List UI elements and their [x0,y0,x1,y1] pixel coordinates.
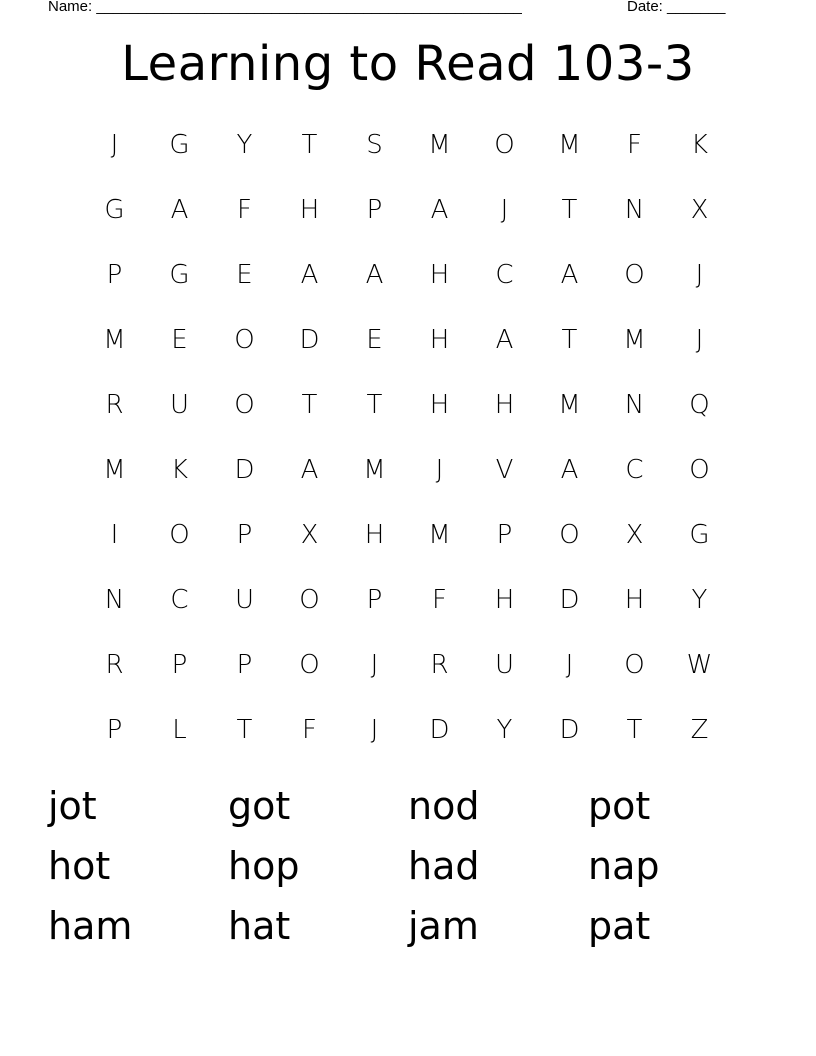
grid-cell[interactable]: X [690,194,709,225]
grid-cell[interactable]: G [169,259,190,290]
grid-cell[interactable]: M [103,324,126,355]
grid-cell[interactable]: D [429,714,450,745]
grid-cell[interactable]: H [364,519,385,550]
grid-cell[interactable]: E [366,324,383,355]
word-list [48,776,768,956]
grid-cell[interactable]: C [625,454,644,485]
grid-cell[interactable]: T [561,324,578,355]
grid-cell[interactable]: D [234,454,255,485]
grid-cell[interactable]: Y [691,584,708,615]
grid-cell[interactable]: A [300,454,319,485]
grid-cell[interactable]: D [299,324,320,355]
grid-cell[interactable]: M [558,129,581,160]
grid-cell[interactable]: P [106,714,123,745]
grid-cell[interactable]: A [560,259,579,290]
grid-cell[interactable]: G [169,129,190,160]
grid-cell[interactable]: I [110,519,119,550]
grid-cell[interactable]: P [236,649,253,680]
grid-cell[interactable]: H [494,389,515,420]
grid-cell[interactable]: M [428,129,451,160]
name-field[interactable]: Name: ___________________________________________________ [48,0,522,15]
grid-cell[interactable]: H [429,259,450,290]
grid-cell[interactable]: A [560,454,579,485]
letter-grid [82,112,732,762]
grid-cell[interactable]: T [301,129,318,160]
grid-cell[interactable]: F [432,584,447,615]
grid-cell[interactable]: D [559,584,580,615]
grid-cell[interactable]: O [299,584,320,615]
grid-cell[interactable]: O [299,649,320,680]
grid-cell[interactable]: E [171,324,188,355]
grid-cell[interactable]: M [103,454,126,485]
grid-cell[interactable]: A [495,324,514,355]
grid-cell[interactable]: V [495,454,514,485]
grid-cell[interactable]: O [169,519,190,550]
grid-cell[interactable]: L [172,714,187,745]
grid-cell[interactable]: J [565,649,574,680]
grid-cell[interactable]: J [695,324,704,355]
grid-cell[interactable]: J [500,194,509,225]
grid-cell[interactable]: O [624,259,645,290]
grid-cell[interactable]: J [435,454,444,485]
word-list-item: had [408,844,480,888]
grid-cell[interactable]: M [363,454,386,485]
header-line [0,0,816,20]
grid-cell[interactable]: R [105,649,124,680]
grid-cell[interactable]: P [106,259,123,290]
grid-cell[interactable]: P [236,519,253,550]
grid-cell[interactable]: T [626,714,643,745]
grid-cell[interactable]: U [494,649,515,680]
grid-cell[interactable]: C [495,259,514,290]
grid-cell[interactable]: H [624,584,645,615]
grid-cell[interactable]: K [170,454,189,485]
grid-cell[interactable]: Q [689,389,710,420]
grid-cell[interactable]: O [234,389,255,420]
grid-cell[interactable]: K [690,129,709,160]
grid-cell[interactable]: F [237,194,252,225]
grid-cell[interactable]: T [561,194,578,225]
grid-cell[interactable]: H [299,194,320,225]
grid-cell[interactable]: P [366,194,383,225]
grid-cell[interactable]: G [104,194,125,225]
word-list-item: jam [408,904,479,948]
grid-cell[interactable]: A [170,194,189,225]
grid-cell[interactable]: M [558,389,581,420]
grid-cell[interactable]: P [496,519,513,550]
grid-cell[interactable]: J [110,129,119,160]
word-list-item: pot [588,784,651,828]
grid-cell[interactable]: N [624,194,645,225]
grid-cell[interactable]: Y [496,714,513,745]
grid-cell[interactable]: J [370,649,379,680]
grid-cell[interactable]: G [689,519,710,550]
grid-cell[interactable]: F [302,714,317,745]
grid-cell[interactable]: D [559,714,580,745]
date-field[interactable]: Date: _______ [627,0,726,15]
grid-cell[interactable]: N [104,584,125,615]
grid-cell[interactable]: O [234,324,255,355]
grid-cell[interactable]: J [370,714,379,745]
word-list-item: nod [408,784,480,828]
grid-cell[interactable]: X [625,519,644,550]
grid-cell[interactable]: H [429,389,450,420]
grid-cell[interactable]: Z [690,714,709,745]
word-list-item: pat [588,904,651,948]
grid-cell[interactable]: O [494,129,515,160]
grid-cell[interactable]: E [236,259,253,290]
grid-cell[interactable]: A [365,259,384,290]
page-title: Learning to Read 103-3 [121,36,695,92]
grid-cell[interactable]: O [624,649,645,680]
grid-cell[interactable]: X [300,519,319,550]
grid-cell[interactable]: W [686,649,713,680]
grid-cell[interactable]: T [366,389,383,420]
grid-cell[interactable]: U [169,389,190,420]
grid-cell[interactable]: N [624,389,645,420]
grid-cell[interactable]: R [105,389,124,420]
word-list-item: hot [48,844,111,888]
grid-cell[interactable]: F [627,129,642,160]
grid-cell[interactable]: J [695,259,704,290]
grid-cell[interactable]: Y [236,129,253,160]
grid-cell[interactable]: S [366,129,383,160]
grid-cell[interactable]: O [559,519,580,550]
word-list-item: ham [48,904,133,948]
word-list-item: nap [588,844,660,888]
grid-cell[interactable]: U [234,584,255,615]
word-list-item: got [228,784,291,828]
grid-cell[interactable]: T [301,389,318,420]
grid-cell[interactable]: O [689,454,710,485]
grid-cell[interactable]: M [623,324,646,355]
grid-cell[interactable]: P [171,649,188,680]
word-list-item: jot [48,784,97,828]
word-list-item: hop [228,844,300,888]
grid-cell[interactable]: M [428,519,451,550]
grid-cell[interactable]: P [366,584,383,615]
grid-cell[interactable]: C [170,584,189,615]
grid-cell[interactable]: T [236,714,253,745]
grid-cell[interactable]: A [300,259,319,290]
grid-cell[interactable]: H [494,584,515,615]
word-list-item: hat [228,904,291,948]
grid-cell[interactable]: R [430,649,449,680]
grid-cell[interactable]: H [429,324,450,355]
grid-cell[interactable]: A [430,194,449,225]
